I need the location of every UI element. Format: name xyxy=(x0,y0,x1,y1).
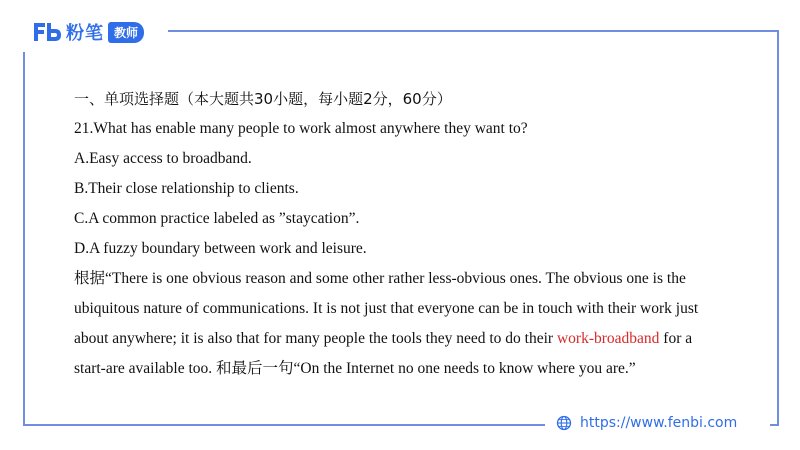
explanation-line-3-end: for a xyxy=(659,330,693,347)
explanation-line-4: start-are available too. 和最后一句“On the Internet no one needs to know where you are.” xyxy=(74,360,636,377)
explanation-line-3-start: about anywhere; it is also that for many people the tools they need to do their xyxy=(74,330,557,347)
frame-top-border xyxy=(168,30,779,32)
option-a: A.Easy access to broadband. xyxy=(74,150,252,167)
fenbi-logo xyxy=(32,20,144,44)
globe-icon xyxy=(556,415,572,431)
explanation-line-2: ubiquitous nature of communications. It is not just that everyone can be in touch with their work just xyxy=(74,300,699,317)
website-url: https://www.fenbi.com xyxy=(580,415,738,431)
option-b: B.Their close relationship to clients. xyxy=(74,180,299,197)
highlighted-phrase: work-broadband xyxy=(556,330,660,347)
fenbi-logo-icon xyxy=(32,21,62,43)
website-link[interactable] xyxy=(556,412,737,434)
explanation-line-1: 根据“There is one obvious reason and some other rather less-obvious ones. The obvious one is the xyxy=(74,270,686,287)
frame-bottom-border xyxy=(23,424,545,426)
brand-badge: 教师 xyxy=(108,22,144,43)
frame-left-border xyxy=(23,52,25,426)
explanation-line-3 xyxy=(74,324,754,354)
section-heading: 一、单项选择题（本大题共30小题，每小题2分，60分） xyxy=(74,90,452,108)
option-d: D.A fuzzy boundary between work and leisure. xyxy=(74,240,367,257)
brand-name: 粉笔 xyxy=(66,23,104,44)
slide-content xyxy=(74,84,754,384)
option-c: C.A common practice labeled as ”staycation”. xyxy=(74,210,360,227)
frame-bottom-border-end xyxy=(770,424,779,426)
frame-right-border xyxy=(777,30,779,426)
question-text: 21.What has enable many people to work almost anywhere they want to? xyxy=(74,120,528,137)
